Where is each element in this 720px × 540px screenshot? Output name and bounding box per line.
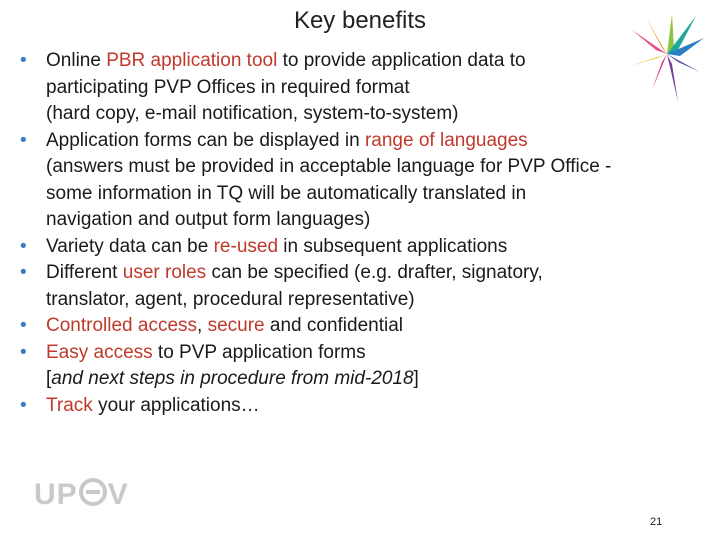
bullet-icon: •	[20, 341, 27, 363]
list-item: • Controlled access, secure and confidential	[18, 313, 708, 340]
bullet-icon: •	[20, 262, 27, 283]
bullet-icon: •	[20, 235, 27, 257]
benefits-list	[18, 48, 708, 419]
page-number: 21	[650, 516, 663, 528]
list-item: • Easy access to PVP application forms [and next steps in procedure from mid-2018]	[20, 341, 419, 389]
slide-title: Key benefits	[293, 7, 427, 34]
upov-wordmark-logo: UP V	[34, 478, 129, 511]
list-item: • Variety data can be re-used in subsequent applications	[18, 234, 708, 261]
list-item: • Different user roles can be specified (e.g. drafter, signatory, translator, agent, procedural representative)	[20, 262, 543, 310]
list-item: • Online PBR application tool to provide application data to participating PVP Offices in required format (hard copy, e-mail notification, system-to-system)	[20, 50, 526, 124]
list-item: • Track your applications…	[18, 393, 708, 420]
bullet-icon: •	[20, 50, 27, 71]
bullet-icon: •	[20, 129, 27, 151]
bullet-icon: •	[20, 315, 27, 336]
list-item: • Application forms can be displayed in range of languages (answers must be provided in acceptable language for PVP Office - some information in TQ will be automatically translated in navigation and output form languages)	[20, 129, 612, 230]
bullet-icon: •	[20, 394, 27, 416]
upov-o-icon	[79, 478, 107, 506]
